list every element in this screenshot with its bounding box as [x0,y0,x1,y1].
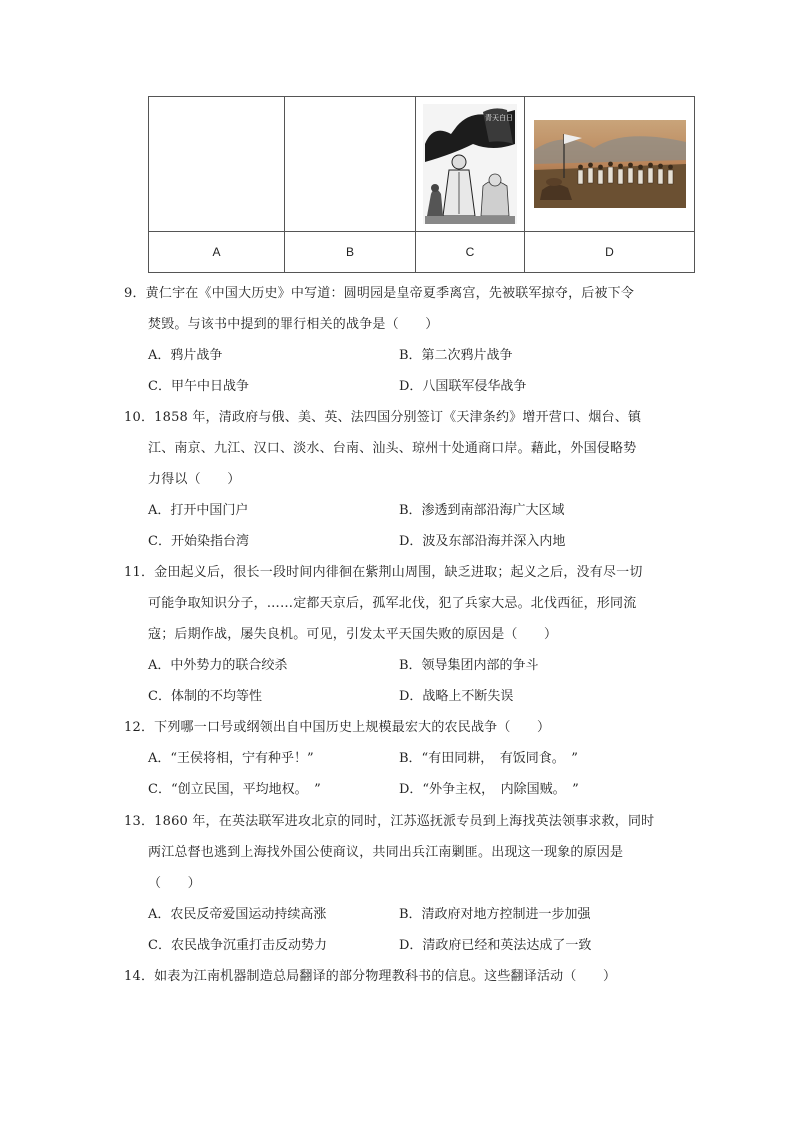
question-13-option-d[interactable]: D．清政府已经和英法达成了一致 [399,938,592,953]
cartoon-portrait-image [423,104,517,224]
image-cell-c [416,97,525,232]
question-11-option-b[interactable]: B．领导集团内部的争斗 [399,658,539,673]
question-11-line-2: 可能争取知识分子，……定都天京后，孤军北伐，犯了兵家大忌。北伐西征，形同流 [148,596,637,611]
question-13-option-a[interactable]: A．农民反帝爱国运动持续高涨 [148,907,327,922]
option-label-a: A [149,232,285,273]
question-10-option-d[interactable]: D．波及东部沿海并深入内地 [399,534,566,549]
question-9-option-a[interactable]: A．鸦片战争 [148,348,223,363]
image-cell-d [525,97,695,232]
question-10-option-c[interactable]: C．开始染指台湾 [148,534,249,549]
question-11-option-d[interactable]: D．战略上不断失误 [399,689,514,704]
question-12-option-d[interactable]: D．“外争主权， 内除国贼。 ” [399,782,579,797]
question-10-line-1: 10．1858 年，清政府与俄、美、英、法四国分别签订《天津条约》增开营口、烟台、镇 [124,410,642,425]
battle-painting-image [534,120,686,208]
option-label-b: B [285,232,416,273]
question-14-line-1: 14．如表为江南机器制造总局翻译的部分物理教科书的信息。这些翻译活动（ ） [124,969,617,984]
question-10-option-b[interactable]: B．渗透到南部沿海广大区域 [399,503,565,518]
question-9-option-c[interactable]: C．甲午中日战争 [148,379,249,394]
image-cell-a [149,97,285,232]
question-13-line-3: （ ） [148,876,201,891]
question-12-option-a[interactable]: A．“王侯将相，宁有种乎！” [148,751,314,766]
cartoon-caption: 青天白日 [485,114,513,122]
question-11-option-c[interactable]: C．体制的不均等性 [148,689,262,704]
image-option-table [148,96,695,273]
question-12-option-b[interactable]: B．“有田同耕， 有饭同食。 ” [399,751,578,766]
question-13-line-1: 13．1860 年，在英法联军进攻北京的同时，江苏巡抚派专员到上海找英法领事求救，同时 [124,814,655,829]
option-label-c: C [416,232,525,273]
question-10-line-3: 力得以（ ） [148,472,241,487]
question-9-line-1: 9．黄仁宇在《中国大历史》中写道：圆明园是皇帝夏季离宫，先被联军掠夺，后被下令 [124,286,635,301]
question-9-option-d[interactable]: D．八国联军侵华战争 [399,379,527,394]
question-11-option-a[interactable]: A．中外势力的联合绞杀 [148,658,288,673]
question-13-line-2: 两江总督也逃到上海找外国公使商议，共同出兵江南剿匪。出现这一现象的原因是 [148,845,624,860]
question-9-option-b[interactable]: B．第二次鸦片战争 [399,348,513,363]
question-13-option-b[interactable]: B．清政府对地方控制进一步加强 [399,907,591,922]
question-13-option-c[interactable]: C．农民战争沉重打击反动势力 [148,938,327,953]
question-11-line-1: 11．金田起义后，很长一段时间内徘徊在紫荆山周围，缺乏进取；起义之后，没有尽一切 [124,565,643,580]
image-cell-b [285,97,416,232]
question-10-option-a[interactable]: A．打开中国门户 [148,503,249,518]
option-label-d: D [525,232,695,273]
question-12-option-c[interactable]: C．“创立民国，平均地权。 ” [148,782,321,797]
question-11-line-3: 寇；后期作战，屡失良机。可见，引发太平天国失败的原因是（ ） [148,627,558,642]
question-10-line-2: 江、南京、九江、汉口、淡水、台南、汕头、琼州十处通商口岸。藉此，外国侵略势 [148,441,637,456]
question-9-line-2: 焚毁。与该书中提到的罪行相关的战争是（ ） [148,317,439,332]
question-12-line-1: 12．下列哪一口号或纲领出自中国历史上规模最宏大的农民战争（ ） [124,720,551,735]
